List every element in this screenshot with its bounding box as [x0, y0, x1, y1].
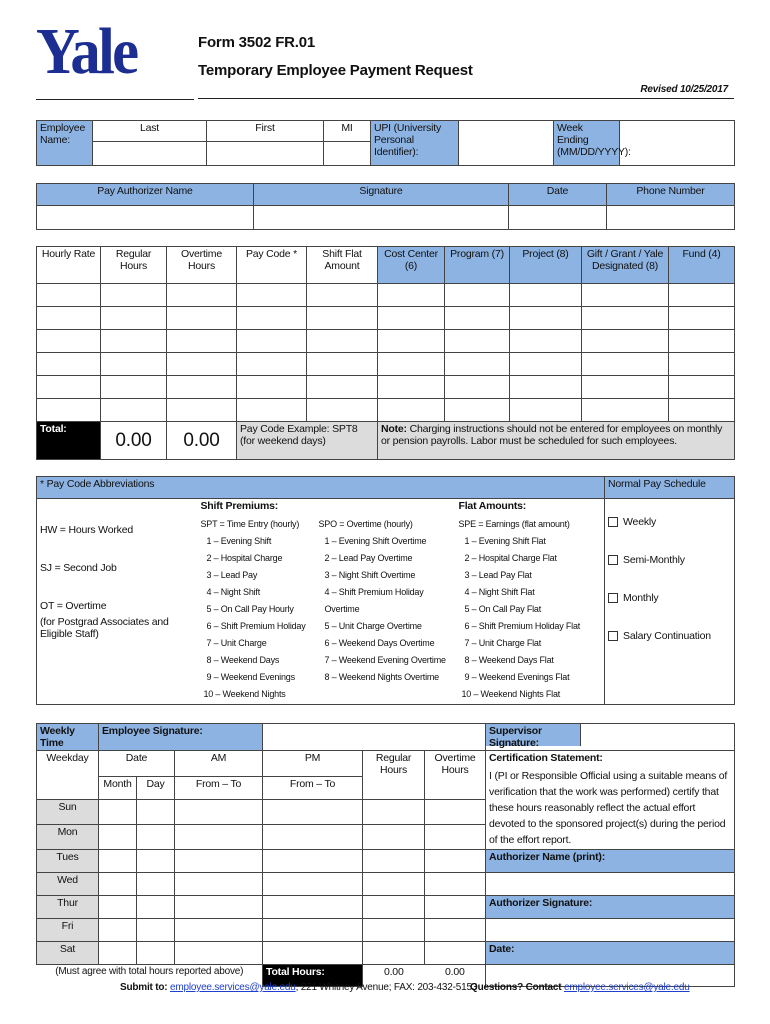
abbreviations-table: [36, 476, 735, 705]
table-row: [37, 376, 735, 399]
cost-center-header: Cost Center (6): [378, 247, 445, 284]
day-label: Fri: [37, 919, 99, 942]
submit-line: [120, 982, 477, 993]
spt-item: 10 – Weekend Nights: [203, 689, 286, 699]
employee-name-label: Employee Name:: [37, 121, 93, 166]
spo-item: 5 – Unit Charge Overtime: [324, 621, 422, 631]
spt-codes: [198, 499, 316, 705]
normal-pay-schedule-title: Normal Pay Schedule: [605, 477, 735, 499]
mi-label: MI: [324, 121, 371, 142]
day-label: Mon: [37, 825, 99, 850]
regular-hours-header: Regular Hours: [363, 751, 425, 800]
revised-date: Revised 10/25/2017: [640, 84, 728, 95]
spe-item: 5 – On Call Pay Flat: [464, 604, 542, 614]
spe-item: 7 – Unit Charge Flat: [464, 638, 542, 648]
spo-item: 3 – Night Shift Overtime: [324, 570, 416, 580]
certification-title: Certification Statement:: [489, 752, 603, 764]
spt-item: 3 – Lead Pay: [206, 570, 258, 580]
spo-item: 1 – Evening Shift Overtime: [324, 536, 427, 546]
hw-code: HW = Hours Worked: [40, 524, 133, 536]
spe-item: 3 – Lead Pay Flat: [464, 570, 532, 580]
spt-item: 7 – Unit Charge: [206, 638, 267, 648]
submit-email-link[interactable]: employee.services@yale.edu: [170, 982, 296, 993]
spt-item: 6 – Shift Premium Holiday: [206, 621, 306, 631]
signature-header: Signature: [254, 184, 509, 206]
phone-header: Phone Number: [607, 184, 735, 206]
first-name-label: First: [207, 121, 324, 142]
date-field[interactable]: [509, 206, 607, 230]
employee-table: [36, 120, 735, 166]
form-number: Form 3502 FR.01: [198, 34, 316, 51]
weekly-total-overtime: 0.00: [444, 966, 465, 978]
ot-note: (for Postgrad Associates and Eligible Staff): [40, 616, 169, 640]
submit-label: Submit to:: [120, 982, 168, 993]
table-row: [37, 284, 735, 307]
authorizer-signature-field[interactable]: [486, 919, 735, 942]
spo-item: 2 – Lead Pay Overtime: [324, 553, 413, 563]
must-agree-note: (Must agree with total hours reported above): [55, 966, 244, 977]
note-text: Charging instructions should not be entered for employees on monthly or pension payrolls. Labor must be scheduled for such employees.: [381, 423, 723, 447]
spe-item: SPE = Earnings (flat amount): [458, 519, 570, 529]
authorizer-signature-label: Authorizer Signature:: [486, 896, 735, 919]
signature-field[interactable]: [254, 206, 509, 230]
certification-statement: [486, 751, 735, 850]
yale-logo: Yale: [36, 15, 137, 88]
spe-item: 6 – Shift Premium Holiday Flat: [464, 621, 581, 631]
first-name-field[interactable]: [207, 142, 324, 166]
authorizer-table: [36, 183, 735, 230]
header-divider: [198, 98, 734, 99]
fund-header: Fund (4): [669, 247, 735, 284]
supervisor-signature-cell: [486, 724, 735, 751]
employee-signature-label: Employee Signature:: [99, 724, 263, 751]
shift-premiums-title: Shift Premiums:: [200, 500, 279, 512]
supervisor-signature-field[interactable]: [581, 724, 734, 746]
note-label: Note:: [381, 423, 407, 435]
week-ending-field[interactable]: [620, 121, 735, 166]
spe-codes: [456, 499, 605, 705]
questions-line: [470, 982, 690, 993]
spt-item: 1 – Evening Shift: [206, 536, 272, 546]
certification-text: I (PI or Responsible Official using a suitable means of verification that the work was performed) certify that these hours reasonably reflect the actual effort devoted to the sponsored project(s) during the period of the effort report.: [489, 770, 728, 846]
table-row: [37, 330, 735, 353]
phone-field[interactable]: [607, 206, 735, 230]
ot-code: OT = Overtime: [40, 600, 107, 612]
questions-label: Questions? Contact: [470, 982, 562, 993]
day-label: Wed: [37, 873, 99, 896]
schedule-salary-continuation[interactable]: Salary Continuation: [608, 630, 731, 642]
spe-item: 8 – Weekend Days Flat: [464, 655, 554, 665]
authorizer-name-label: Authorizer Name (print):: [486, 850, 735, 873]
checkbox-icon[interactable]: [608, 555, 618, 565]
schedule-monthly[interactable]: Monthly: [608, 592, 731, 604]
pay-code-header: Pay Code *: [237, 247, 307, 284]
spt-item: 4 – Night Shift: [206, 587, 261, 597]
checkbox-icon[interactable]: [608, 593, 618, 603]
total-overtime-hours: 0.00: [167, 422, 237, 460]
pay-authorizer-name-field[interactable]: [37, 206, 254, 230]
day-label: Thur: [37, 896, 99, 919]
hourly-rate-header: Hourly Rate: [37, 247, 101, 284]
day-label: Sun: [37, 800, 99, 825]
last-name-field[interactable]: [93, 142, 207, 166]
pay-code-example: Pay Code Example: SPT8 (for weekend days): [237, 422, 378, 460]
submit-address: ; 221 Whitney Avenue; FAX: 203-432-5153: [295, 982, 478, 993]
table-row: [37, 353, 735, 376]
date-header: Date: [99, 751, 175, 777]
general-codes: [37, 499, 198, 705]
pm-from-to-header: From – To: [263, 776, 363, 800]
employee-signature-field[interactable]: [263, 724, 486, 751]
mi-field[interactable]: [324, 142, 371, 166]
total-hours-label: Total Hours:: [263, 965, 363, 987]
program-header: Program (7): [445, 247, 510, 284]
pay-schedule-options: [605, 499, 735, 705]
day-header: Day: [137, 776, 175, 800]
pm-header: PM: [263, 751, 363, 777]
spo-item: 4 – Shift Premium Holiday Overtime: [324, 587, 424, 614]
month-header: Month: [99, 776, 137, 800]
regular-hours-header: Regular Hours: [101, 247, 167, 284]
spe-item: 4 – Night Shift Flat: [464, 587, 535, 597]
logo-divider: [36, 99, 194, 100]
day-label: Tues: [37, 850, 99, 873]
total-regular-hours: 0.00: [101, 422, 167, 460]
pay-authorizer-name-header: Pay Authorizer Name: [37, 184, 254, 206]
upi-label: UPI (University Personal Identifier):: [371, 121, 459, 166]
spo-item: SPO = Overtime (hourly): [318, 519, 413, 529]
last-name-label: Last: [93, 121, 207, 142]
authorizer-name-field[interactable]: [486, 873, 735, 896]
spt-item: 2 – Hospital Charge: [206, 553, 283, 563]
week-ending-label: Week Ending (MM/DD/YYYY):: [554, 121, 620, 166]
gift-grant-header: Gift / Grant / Yale Designated (8): [582, 247, 669, 284]
shift-flat-header: Shift Flat Amount: [307, 247, 378, 284]
overtime-hours-header: Overtime Hours: [425, 751, 486, 800]
spo-item: 7 – Weekend Evening Overtime: [324, 655, 446, 665]
checkbox-icon[interactable]: [608, 517, 618, 527]
spo-item: 8 – Weekend Nights Overtime: [324, 672, 439, 682]
flat-amounts-title: Flat Amounts:: [458, 500, 527, 512]
spt-item: SPT = Time Entry (hourly): [200, 519, 300, 529]
contact-email-link[interactable]: employee.services@yale.edu: [564, 982, 690, 993]
charging-note: [378, 422, 735, 460]
pay-table: [36, 246, 735, 460]
upi-field[interactable]: [459, 121, 554, 166]
weekly-time-table: [36, 723, 735, 987]
spe-item: 9 – Weekend Evenings Flat: [464, 672, 570, 682]
spt-item: 8 – Weekend Days: [206, 655, 280, 665]
am-header: AM: [175, 751, 263, 777]
sj-code: SJ = Second Job: [40, 562, 117, 574]
spe-item: 1 – Evening Shift Flat: [464, 536, 546, 546]
spe-item: 2 – Hospital Charge Flat: [464, 553, 557, 563]
weekly-time-label: Weekly Time: [37, 724, 99, 751]
spo-item: 6 – Weekend Days Overtime: [324, 638, 435, 648]
spt-item: 9 – Weekend Evenings: [206, 672, 295, 682]
spo-codes: [316, 499, 456, 705]
date-header: Date: [509, 184, 607, 206]
checkbox-icon[interactable]: [608, 631, 618, 641]
project-header: Project (8): [510, 247, 582, 284]
form-title: Temporary Employee Payment Request: [198, 62, 473, 79]
schedule-semi-monthly[interactable]: Semi-Monthly: [608, 554, 731, 566]
spe-item: 10 – Weekend Nights Flat: [461, 689, 561, 699]
spt-item: 5 – On Call Pay Hourly: [206, 604, 294, 614]
weekly-total-regular: 0.00: [383, 966, 404, 978]
supervisor-signature-label: Supervisor Signature:: [486, 724, 581, 746]
schedule-weekly[interactable]: Weekly: [608, 516, 731, 528]
table-row: [37, 399, 735, 422]
pay-code-abbreviations-title: * Pay Code Abbreviations: [37, 477, 605, 499]
date-label: Date:: [486, 942, 735, 965]
overtime-hours-header: Overtime Hours: [167, 247, 237, 284]
weekday-header: Weekday: [37, 751, 99, 800]
table-row: [37, 307, 735, 330]
am-from-to-header: From – To: [175, 776, 263, 800]
day-label: Sat: [37, 942, 99, 965]
total-label: Total:: [37, 422, 101, 460]
